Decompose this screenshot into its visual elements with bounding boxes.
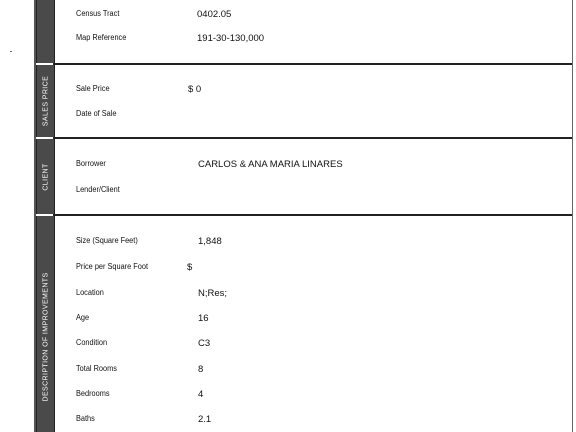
improvement-row (76, 414, 576, 428)
sale-price-row (76, 84, 576, 98)
lender-client-label: Lender/Client (76, 185, 120, 194)
improvement-row (76, 338, 576, 352)
location-value: N;Res; (198, 288, 228, 299)
baths-value: 2.1 (198, 414, 212, 425)
location-band (36, 0, 55, 63)
scan-mark (10, 51, 12, 52)
census-tract-row (76, 9, 576, 23)
client-band (36, 139, 55, 214)
improvement-row (76, 313, 576, 327)
price-per-sqft-value: $ (187, 262, 193, 273)
size-value: 1,848 (198, 236, 222, 247)
condition-value: C3 (198, 338, 211, 349)
date-of-sale-label: Date of Sale (76, 109, 117, 118)
improvements-title: DESCRIPTION OF IMPROVEMENTS (42, 272, 49, 402)
sale-price-value: $ 0 (188, 84, 202, 95)
sales-price-band (36, 65, 55, 137)
census-tract-label: Census Tract (76, 9, 120, 18)
sale-price-label: Sale Price (76, 84, 110, 93)
map-reference-row (76, 33, 576, 47)
sales-price-title: SALES PRICE (42, 75, 49, 127)
borrower-row (76, 159, 576, 173)
location-label: Location (76, 288, 104, 297)
sales-price-section (36, 65, 572, 137)
date-of-sale-row (76, 109, 576, 123)
client-title: CLIENT (42, 162, 49, 191)
age-value: 16 (198, 313, 209, 324)
improvement-row (76, 288, 576, 302)
bedrooms-value: 4 (198, 389, 204, 400)
baths-label: Baths (76, 414, 95, 423)
age-label: Age (76, 313, 90, 322)
client-section (36, 139, 572, 214)
size-label: Size (Square Feet) (76, 236, 138, 245)
borrower-label: Borrower (76, 159, 106, 168)
improvement-row (76, 262, 576, 276)
map-reference-value: 191-30-130,000 (197, 33, 265, 44)
improvement-row (76, 364, 576, 378)
improvement-row (76, 236, 576, 250)
total-rooms-value: 8 (198, 364, 204, 375)
census-tract-value: 0402.05 (197, 9, 232, 20)
total-rooms-label: Total Rooms (76, 364, 117, 373)
price-per-sqft-label: Price per Square Foot (76, 262, 149, 271)
borrower-value: CARLOS & ANA MARIA LINARES (198, 159, 343, 170)
map-reference-label: Map Reference (76, 33, 127, 42)
improvement-row (76, 389, 576, 403)
improvements-band (36, 216, 55, 432)
condition-label: Condition (76, 338, 108, 347)
bedrooms-label: Bedrooms (76, 389, 110, 398)
lender-client-row (76, 185, 576, 199)
